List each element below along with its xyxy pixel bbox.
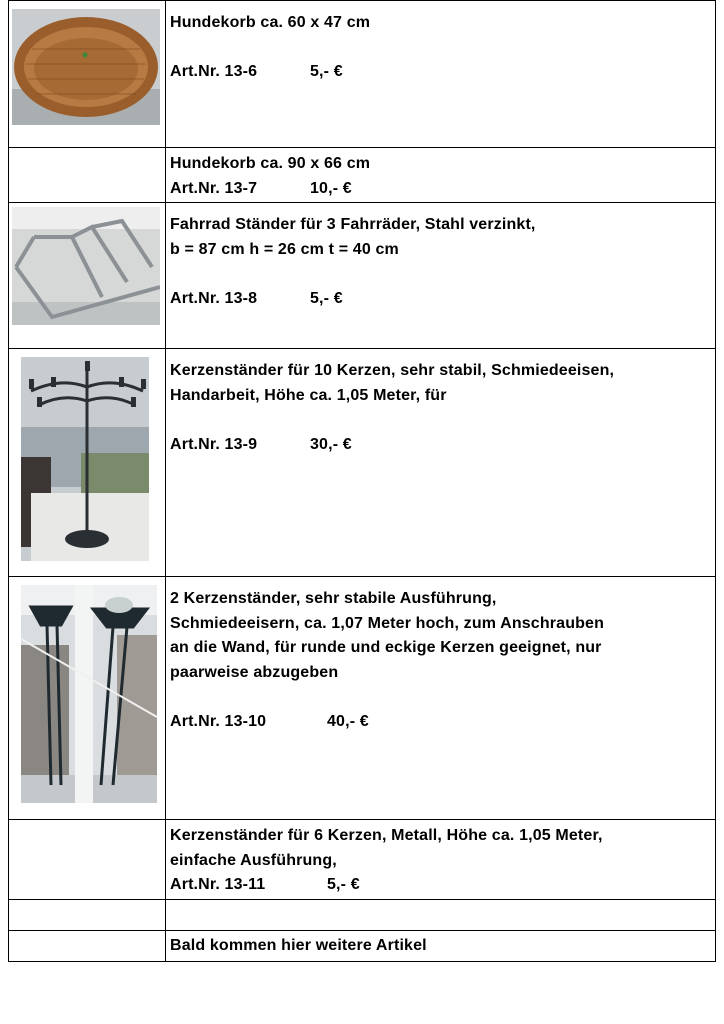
item-article-line — [170, 433, 711, 458]
article-number: Art.Nr. 13-10 — [170, 712, 267, 730]
item-price: 10,- € — [310, 179, 352, 197]
image-cell — [9, 931, 166, 962]
image-cell — [9, 900, 166, 931]
table-row-empty — [9, 900, 716, 931]
article-number: Art.Nr. 13-8 — [170, 289, 258, 307]
item-price: 30,- € — [310, 435, 352, 453]
description-cell — [166, 1, 716, 148]
item-price: 5,- € — [327, 876, 360, 893]
table-row — [9, 349, 716, 577]
table-row — [9, 148, 716, 203]
description-cell — [166, 349, 716, 577]
article-number: Art.Nr. 13-7 — [170, 179, 258, 197]
image-cell — [9, 203, 166, 349]
item-price: 5,- € — [310, 63, 343, 80]
item-description: Hundekorb ca. 60 x 47 cm — [170, 14, 371, 31]
bike-stand-photo — [12, 207, 160, 325]
article-number: Art.Nr. 13-6 — [170, 63, 258, 80]
image-cell — [9, 577, 166, 820]
item-article-line — [170, 873, 711, 898]
item-article-line — [170, 60, 711, 85]
item-description: einfache Ausführung, — [170, 851, 337, 869]
item-description: Hundekorb ca. 90 x 66 cm — [170, 155, 371, 172]
footer-note: Bald kommen hier weitere Artikel — [170, 937, 427, 954]
item-price: 5,- € — [310, 289, 343, 307]
image-cell — [9, 1, 166, 148]
item-description: Schmiedeeisern, ca. 1,07 Meter hoch, zum Anschrauben — [170, 614, 605, 632]
image-cell — [9, 820, 166, 900]
wall-candle-holders-photo — [21, 585, 157, 803]
item-article-line — [170, 287, 711, 312]
description-cell — [166, 577, 716, 820]
dog-basket-photo — [12, 9, 160, 125]
image-cell — [9, 349, 166, 577]
item-description: Handarbeit, Höhe ca. 1,05 Meter, für — [170, 386, 447, 404]
article-number: Art.Nr. 13-11 — [170, 876, 266, 893]
item-description: an die Wand, für runde und eckige Kerzen geeignet, nur — [170, 639, 602, 656]
image-cell — [9, 148, 166, 203]
item-description: paarweise abzugeben — [170, 663, 339, 681]
item-price: 40,- € — [327, 712, 369, 730]
description-cell — [166, 820, 716, 900]
item-description: 2 Kerzenständer, sehr stabile Ausführung, — [170, 590, 497, 607]
item-description: b = 87 cm h = 26 cm t = 40 cm — [170, 240, 399, 258]
article-number: Art.Nr. 13-9 — [170, 435, 258, 453]
table-row — [9, 931, 716, 962]
description-cell — [166, 931, 716, 962]
description-cell — [166, 148, 716, 203]
table-row — [9, 577, 716, 820]
table-row — [9, 203, 716, 349]
description-cell — [166, 203, 716, 349]
table-row — [9, 1, 716, 148]
product-table — [8, 0, 716, 962]
item-article-line — [170, 710, 711, 735]
item-article-line — [170, 177, 711, 202]
item-description: Kerzenständer für 6 Kerzen, Metall, Höhe ca. 1,05 Meter, — [170, 827, 603, 844]
item-description: Fahrrad Ständer für 3 Fahrräder, Stahl verzinkt, — [170, 216, 536, 233]
item-description: Kerzenständer für 10 Kerzen, sehr stabil, Schmiedeeisen, — [170, 362, 615, 379]
table-row — [9, 820, 716, 900]
description-cell — [166, 900, 716, 931]
candelabra-photo — [21, 357, 149, 561]
